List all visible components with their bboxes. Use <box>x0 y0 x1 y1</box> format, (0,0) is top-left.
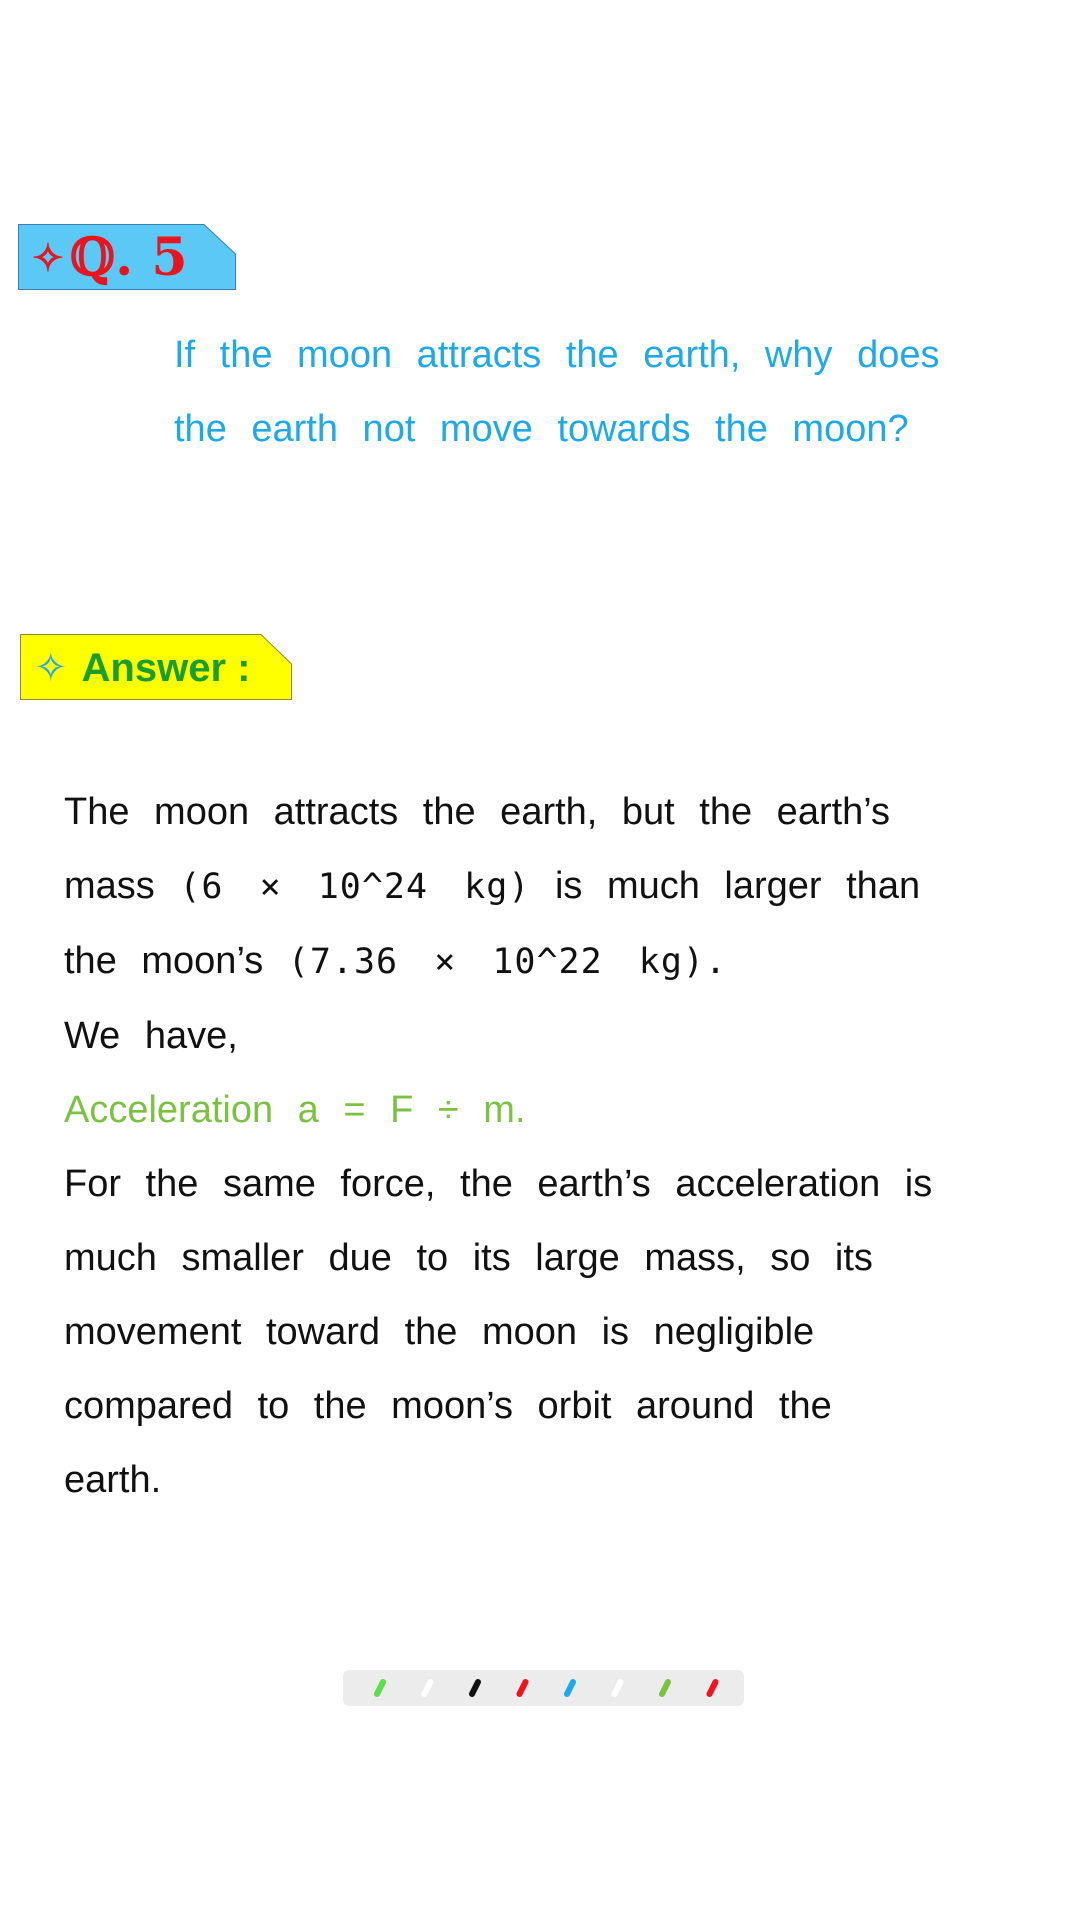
answer-line: We have, <box>64 1015 238 1057</box>
answer-line <box>64 849 1054 924</box>
marker-strokes <box>343 1670 744 1706</box>
answer-label: Answer : <box>81 646 251 690</box>
answer-text: the moon’s <box>64 940 264 982</box>
marker-stroke <box>710 1682 716 1694</box>
answer-text: is much larger than <box>554 865 921 907</box>
color-marker-bar <box>343 1670 744 1706</box>
answer-line: The moon attracts the earth, but the earth’s <box>64 791 891 833</box>
earth-mass-value: (6 × 10^24 kg) <box>179 867 531 907</box>
marker-stroke <box>377 1682 383 1694</box>
star-icon: ✧ <box>34 646 68 690</box>
answer-line: earth. <box>64 1459 162 1501</box>
marker-stroke <box>615 1682 621 1694</box>
marker-stroke <box>425 1682 431 1694</box>
answer-line: For the same force, the earth’s acceleration is <box>64 1163 933 1205</box>
marker-stroke <box>662 1682 668 1694</box>
answer-text: mass <box>64 865 155 907</box>
moon-mass-value: (7.36 × 10^22 kg). <box>287 942 728 982</box>
answer-line <box>64 924 1054 999</box>
marker-stroke <box>567 1682 573 1694</box>
question-line: the earth not move towards the moon? <box>174 408 909 450</box>
question-number: ℚ. 5 <box>69 227 188 288</box>
answer-line: much smaller due to its large mass, so its <box>64 1237 873 1279</box>
marker-stroke <box>520 1682 526 1694</box>
answer-badge <box>20 634 292 700</box>
answer-body <box>64 775 1054 1517</box>
answer-line: compared to the moon’s orbit around the <box>64 1385 832 1427</box>
question-badge <box>18 224 236 290</box>
question-text <box>174 318 1014 466</box>
answer-line: movement toward the moon is negligible <box>64 1311 815 1353</box>
acceleration-formula: Acceleration a = F ÷ m. <box>64 1089 526 1131</box>
marker-stroke <box>472 1682 478 1694</box>
question-line: If the moon attracts the earth, why does <box>174 334 940 376</box>
star-icon: ✧ <box>32 235 64 280</box>
